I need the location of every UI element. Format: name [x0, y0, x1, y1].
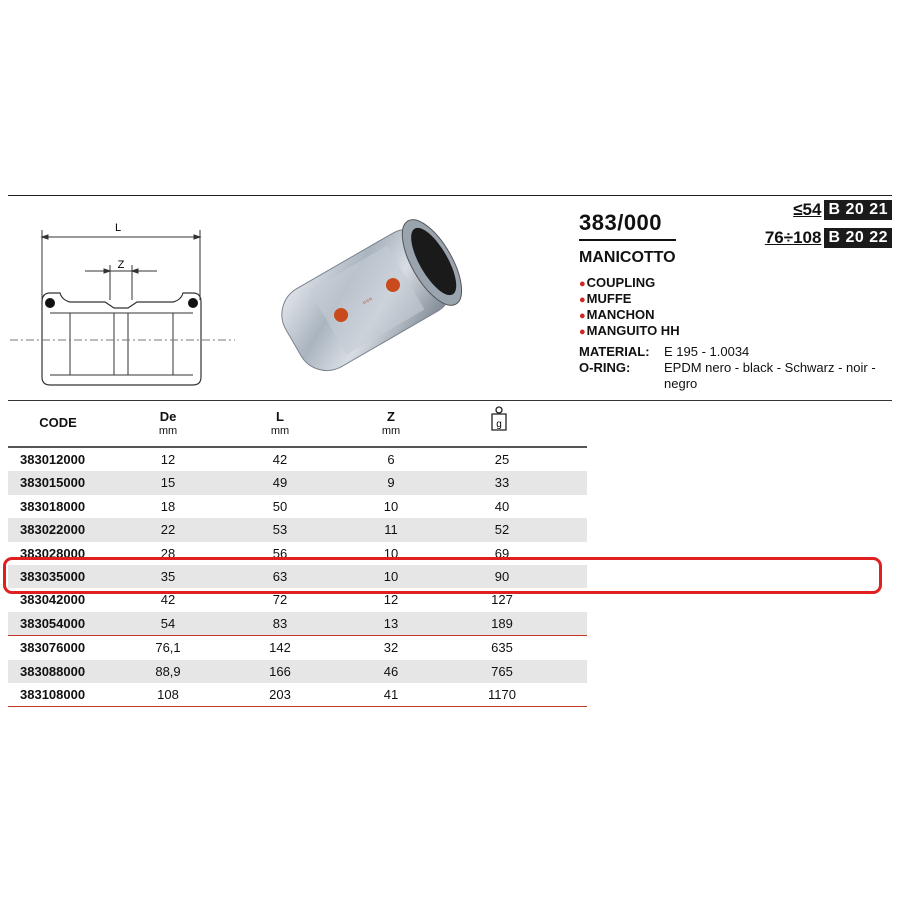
cell-de: 28 [160, 545, 176, 561]
table-row [8, 612, 587, 636]
cell-weight: 1170 [488, 686, 516, 702]
badge-range: 76÷108 [764, 228, 822, 247]
material-label: MATERIAL: [579, 344, 650, 359]
cell-de: 35 [160, 568, 176, 584]
table-row [8, 448, 587, 471]
table-row [8, 495, 587, 518]
cell-z: 12 [383, 592, 399, 608]
badge-code: B 20 22 [824, 228, 892, 248]
translation-item: ●MUFFE [579, 291, 632, 306]
weight-icon [490, 406, 508, 432]
table-row [8, 471, 587, 494]
cell-code: 383012000 [20, 452, 86, 467]
svg-text:◦◦◦: ◦◦◦ [360, 293, 376, 309]
cell-l: 203 [269, 686, 291, 702]
cell-de: 15 [160, 475, 176, 491]
cell-de: 12 [160, 452, 176, 467]
cell-z: 9 [387, 475, 395, 491]
cell-code: 383035000 [20, 568, 86, 584]
cell-de: 54 [160, 615, 176, 631]
table-row [8, 518, 587, 541]
table-header [8, 402, 587, 448]
cell-weight: 52 [494, 522, 510, 538]
cell-l: 72 [272, 592, 288, 608]
label-z: Z [117, 259, 125, 271]
bullet-icon: ● [579, 278, 586, 290]
cell-code: 383076000 [20, 640, 86, 656]
cell-z: 10 [383, 545, 399, 561]
cell-code: 383015000 [20, 475, 86, 491]
cell-de: 76,1 [155, 640, 181, 656]
cell-z: 41 [383, 686, 399, 702]
translation-item: ●COUPLING [579, 275, 656, 290]
label-l: L [114, 222, 122, 234]
code-underline [579, 239, 676, 241]
cell-code: 383042000 [20, 592, 86, 608]
cell-de: 42 [160, 592, 176, 608]
translation-item: ●MANGUITO HH [579, 323, 680, 338]
bullet-icon: ● [579, 294, 586, 306]
cell-l: 50 [272, 498, 288, 514]
cell-de: 22 [160, 522, 176, 538]
product-name: MANICOTTO [579, 249, 676, 266]
cell-weight: 33 [494, 475, 510, 491]
cell-weight: 90 [494, 568, 510, 584]
badge-large-sizes [765, 228, 892, 248]
cell-z: 11 [384, 522, 398, 538]
cell-de: 108 [157, 686, 179, 702]
cell-code: 383108000 [20, 686, 86, 702]
cell-z: 10 [383, 498, 399, 514]
table-bottom-rule [8, 706, 587, 707]
cell-weight: 189 [491, 615, 513, 631]
header-code: CODE [39, 415, 77, 430]
cell-z: 6 [387, 452, 395, 467]
cell-code: 383028000 [20, 545, 86, 561]
cell-l: 49 [272, 475, 288, 491]
dimensions-table [8, 402, 587, 707]
highlight-box [3, 557, 882, 594]
table-row [8, 636, 587, 659]
material-value: E 195 - 1.0034 [664, 344, 750, 359]
cell-code: 383088000 [20, 663, 86, 679]
cell-z: 13 [383, 615, 399, 631]
middle-rule [8, 400, 892, 401]
svg-text:g: g [496, 419, 502, 430]
cell-z: 10 [383, 568, 399, 584]
header-de: De mm [158, 409, 178, 437]
product-code: 383/000 [579, 210, 663, 235]
table-row [8, 660, 587, 683]
oring-value: EPDM nero - black - Schwarz - noir - negro [664, 360, 876, 391]
header-l: L mm [270, 409, 290, 437]
cell-de: 18 [160, 498, 176, 514]
cell-l: 56 [272, 545, 288, 561]
cell-de: 88,9 [155, 663, 181, 679]
cell-z: 46 [383, 663, 399, 679]
cell-l: 142 [269, 640, 291, 656]
bullet-icon: ● [579, 326, 586, 338]
cell-weight: 635 [491, 640, 513, 656]
bullet-icon: ● [579, 310, 586, 322]
cell-code: 383022000 [20, 522, 86, 538]
cell-l: 166 [269, 663, 291, 679]
cell-z: 32 [383, 640, 399, 656]
cell-l: 83 [272, 615, 288, 631]
cell-weight: 69 [494, 545, 510, 561]
top-rule [8, 195, 892, 196]
cell-l: 53 [272, 522, 288, 538]
cell-code: 383018000 [20, 498, 86, 514]
cell-weight: 40 [494, 498, 510, 514]
technical-drawing [10, 205, 235, 390]
product-photo [262, 215, 472, 385]
cell-code: 383054000 [20, 615, 86, 631]
badge-code: B 20 21 [824, 200, 892, 220]
table-row [8, 683, 587, 706]
badge-small-sizes [793, 200, 892, 220]
badge-range: ≤54 [793, 200, 822, 219]
translation-item: ●MANCHON [579, 307, 655, 322]
cell-l: 63 [272, 568, 288, 584]
oring-label: O-RING: [579, 360, 631, 375]
cell-weight: 25 [494, 452, 510, 467]
header-z: Z mm [381, 409, 401, 437]
cell-weight: 127 [491, 592, 513, 608]
cell-weight: 765 [491, 663, 513, 679]
cell-l: 42 [272, 452, 288, 467]
